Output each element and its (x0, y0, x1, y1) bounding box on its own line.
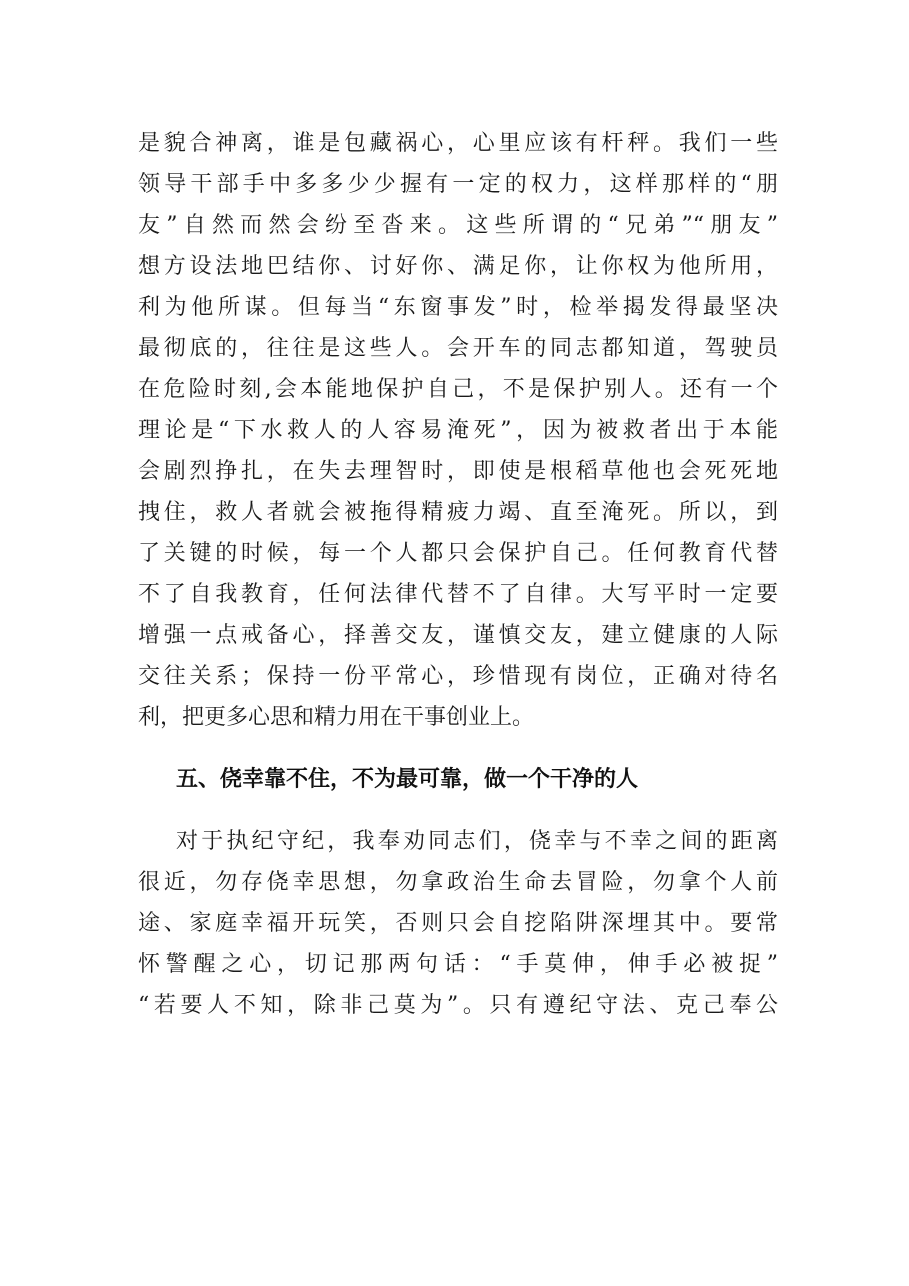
paragraph-line: 利为他所谋。但每当“东窗事发”时，检举揭发得最坚决 (138, 295, 778, 320)
paragraph-line: 是貌合神离，谁是包藏祸心，心里应该有杆秤。我们一些 (138, 131, 778, 156)
paragraph-line: 对于执纪守纪，我奉劝同志们，侥幸与不幸之间的距离 (176, 829, 778, 854)
paragraph-line: 途、家庭幸福开玩笑，否则只会自挖陷阱深埋其中。要常 (138, 911, 778, 936)
section-heading: 五、侥幸靠不住，不为最可靠，做一个干净的人 (176, 767, 639, 792)
paragraph-line: 会剧烈挣扎，在失去理智时，即使是根稻草他也会死死地 (138, 459, 778, 484)
paragraph-line: 领导干部手中多多少少握有一定的权力，这样那样的“朋 (138, 172, 778, 197)
paragraph-line: 怀警醒之心，切记那两句话：“手莫伸，伸手必被捉” (138, 952, 778, 977)
paragraph-line: 利，把更多心思和精力用在干事创业上。 (138, 705, 535, 730)
paragraph-line: 不了自我教育，任何法律代替不了自律。大写平时一定要 (138, 582, 778, 607)
paragraph-line: 很近，勿存侥幸思想，勿拿政治生命去冒险，勿拿个人前 (138, 870, 778, 895)
paragraph-line: 想方设法地巴结你、讨好你、满足你，让你权为他所用， (138, 254, 778, 279)
paragraph-line: 了关键的时候，每一个人都只会保护自己。任何教育代替 (138, 541, 778, 566)
paragraph-line: 增强一点戒备心，择善交友，谨慎交友，建立健康的人际 (138, 623, 778, 648)
paragraph-line: 友”自然而然会纷至沓来。这些所谓的“兄弟”“朋友” (138, 213, 778, 238)
paragraph-line: 理论是“下水救人的人容易淹死”，因为被救者出于本能 (138, 418, 778, 443)
paragraph-line: 拽住，救人者就会被拖得精疲力竭、直至淹死。所以，到 (138, 500, 778, 525)
paragraph-line: 在危险时刻,会本能地保护自己，不是保护别人。还有一个 (138, 377, 778, 402)
paragraph-line: 最彻底的，往往是这些人。会开车的同志都知道，驾驶员 (138, 336, 778, 361)
paragraph-line: 交往关系；保持一份平常心，珍惜现有岗位，正确对待名 (138, 664, 778, 689)
paragraph-line: “若要人不知，除非己莫为”。只有遵纪守法、克己奉公 (138, 993, 778, 1018)
